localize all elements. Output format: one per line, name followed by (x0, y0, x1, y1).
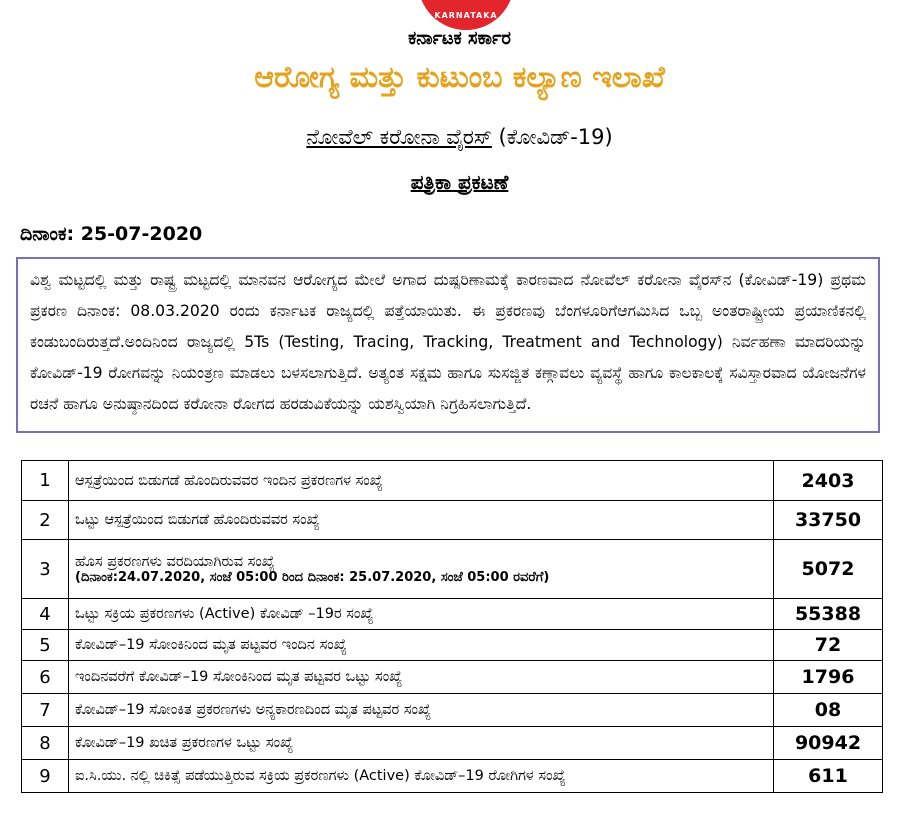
row-description (69, 501, 774, 540)
row-description (69, 760, 774, 793)
row-label: ಹೊಸ ಪ್ರಕರಣಗಳು ವರದಿಯಾಗಿರುವ ಸಂಖ್ಯೆ (75, 553, 275, 570)
row-value: 5072 (774, 540, 883, 599)
intro-paragraph: ವಿಶ್ವ ಮಟ್ಟದಲ್ಲಿ ಮತ್ತು ರಾಷ್ಟ್ರ ಮಟ್ಟದಲ್ಲಿ ಮಾನವನ ಆರೋಗ್ಯದ ಮೇಲೆ ಅಗಾದ ದುಷ್ಪರಿಣಾಮಕ್ಕೆ ಕಾರಣವಾದ ನೋವೆಲ್ ಕರೋನಾ ವೈರಸ್‌ನ (ಕೋವಿಡ್-19) ಪ್ರಥಮ ಪ್ರಕರಣ ದಿನಾಂಕ: 08.03.2020 ರಂದು ಕರ್ನಾಟಕ ರಾಜ್ಯದಲ್ಲಿ ಪತ್ತೆಯಾಯಿತು. ಈ ಪ್ರಕರಣವು ಬೆಂಗಳೂರಿಗೆಆಗಮಿಸಿದ ಒಬ್ಬ ಅಂತರಾಷ್ಟ್ರೀಯ ಪ್ರಯಾಣಿಕನಲ್ಲಿ ಕಂಡುಬಂದಿರುತ್ತದೆ.ಅಂದಿನಿಂದ ರಾಜ್ಯದಲ್ಲಿ 5Ts (Testing, Tracing, Tracking, Treatment and Technology) ನಿರ್ವಹಣಾ ಮಾದರಿಯನ್ನು ಕೋವಿಡ್-19 ರೋಗವನ್ನು ನಿಯಂತ್ರಣ ಮಾಡಲು ಬಳಸಲಾಗುತ್ತಿದೆ. ಅತ್ಯಂತ ಸಕ್ಷಮ ಹಾಗೂ ಸುಸಜ್ಜಿತ ಕಣ್ಗಾವಲು ವ್ಯವಸ್ಥೆ ಹಾಗೂ ಕಾಲಕಾಲಕ್ಕೆ ಸವಿಸ್ತಾರವಾದ ಯೋಜನೆಗಳ ರಚನೆ ಹಾಗೂ ಅನುಷ್ಠಾನದಿಂದ ಕರೋನಾ ರೋಗದ ಹರಡುವಿಕೆಯನ್ನು ಯಶಸ್ವಿಯಾಗಿ ನಿಗ್ರಹಿಸಲಾಗುತ್ತಿದೆ. (16, 257, 880, 433)
row-number: 3 (22, 540, 69, 599)
table-row (22, 630, 883, 661)
row-label: ಒಟ್ಟು ಆಸ್ಪತ್ರೆಯಿಂದ ಬಿಡುಗಡೆ ಹೊಂದಿರುವವರ ಸಂಖ್ಯೆ (75, 512, 320, 528)
row-value: 2403 (774, 461, 883, 501)
row-label: ಕೋವಿಡ್–19 ಸೋಂಕಿತ ಪ್ರಕರಣಗಳು ಅನ್ಯಕಾರಣದಿಂದ ಮೃತ ಪಟ್ಟವರ ಸಂಖ್ಯೆ (75, 702, 432, 718)
row-number: 6 (22, 661, 69, 694)
release-date: ದಿನಾಂಕ: 25-07-2020 (20, 223, 203, 245)
row-label: ಕೋವಿಡ್–19 ಸೋಂಕಿನಿಂದ ಮೃತ ಪಟ್ಟವರ ಇಂದಿನ ಸಂಖ್ಯೆ (75, 637, 347, 653)
press-release-heading: ಪತ್ರಿಕಾ ಪ್ರಕಟಣೆ (410, 170, 509, 194)
row-number: 4 (22, 599, 69, 630)
row-number: 8 (22, 727, 69, 760)
row-value: 611 (774, 760, 883, 793)
table-row (22, 540, 883, 599)
row-number: 2 (22, 501, 69, 540)
row-description (69, 461, 774, 501)
row-description (69, 661, 774, 694)
karnataka-emblem (418, 0, 514, 30)
table-row (22, 760, 883, 793)
row-value: 33750 (774, 501, 883, 540)
row-sublabel: (ದಿನಾಂಕ:24.07.2020, ಸಂಜೆ 05:00 ರಿಂದ ದಿನಾಂಕ: 25.07.2020, ಸಂಜೆ 05:00 ರವರೆಗೆ) (75, 569, 550, 585)
row-value: 72 (774, 630, 883, 661)
row-value: 1796 (774, 661, 883, 694)
row-description (69, 630, 774, 661)
row-number: 7 (22, 694, 69, 727)
row-label: ಒಟ್ಟು ಸಕ್ರಿಯ ಪ್ರಕರಣಗಳು (Active) ಕೋವಿಡ್ –19ರ ಸಂಖ್ಯೆ (75, 606, 374, 622)
row-description (69, 599, 774, 630)
row-description (69, 540, 774, 599)
department-title: ಆರೋಗ್ಯ ಮತ್ತು ಕುಟುಂಬ ಕಲ್ಯಾಣ ಇಲಾಖೆ (254, 60, 665, 95)
table-row (22, 599, 883, 630)
row-number: 1 (22, 461, 69, 501)
row-label: ಕೋವಿಡ್–19 ಖಚಿತ ಪ್ರಕರಣಗಳ ಒಟ್ಟು ಸಂಖ್ಯೆ (75, 735, 294, 751)
table-row (22, 727, 883, 760)
row-description (69, 694, 774, 727)
table-row (22, 461, 883, 501)
table-row (22, 661, 883, 694)
emblem-text: KARNATAKA (434, 11, 498, 20)
row-description (69, 727, 774, 760)
row-label: ಐ.ಸಿ.ಯು. ನಲ್ಲಿ ಚಿಕಿತ್ಸೆ ಪಡೆಯುತ್ತಿರುವ ಸಕ್ರಿಯ ಪ್ರಕರಣಗಳು (Active) ಕೋವಿಡ್–19 ರೋಗಿಗಳ ಸಂಖ್ಯೆ (75, 768, 566, 784)
row-value: 90942 (774, 727, 883, 760)
document-subtitle (0, 125, 919, 150)
table-row (22, 501, 883, 540)
covid-stats-table (21, 460, 883, 793)
row-number: 9 (22, 760, 69, 793)
row-number: 5 (22, 630, 69, 661)
row-label: ಆಸ್ಪತ್ರೆಯಿಂದ ಬಿಡುಗಡೆ ಹೊಂದಿರುವವರ ಇಂದಿನ ಪ್ರಕರಣಗಳ ಸಂಖ್ಯೆ (75, 472, 383, 489)
subtitle-extra: (ಕೋವಿಡ್-19) (498, 125, 613, 149)
government-name: ಕರ್ನಾಟಕ ಸರ್ಕಾರ (408, 28, 511, 49)
table-row (22, 694, 883, 727)
row-value: 55388 (774, 599, 883, 630)
row-value: 08 (774, 694, 883, 727)
row-label: ಇಂದಿನವರೆಗೆ ಕೋವಿಡ್–19 ಸೋಂಕಿನಿಂದ ಮೃತ ಪಟ್ಟವರ ಒಟ್ಟು ಸಂಖ್ಯೆ (75, 669, 403, 685)
subtitle-main: ನೋವೆಲ್ ಕರೋನಾ ವೈರಸ್ (306, 125, 492, 149)
